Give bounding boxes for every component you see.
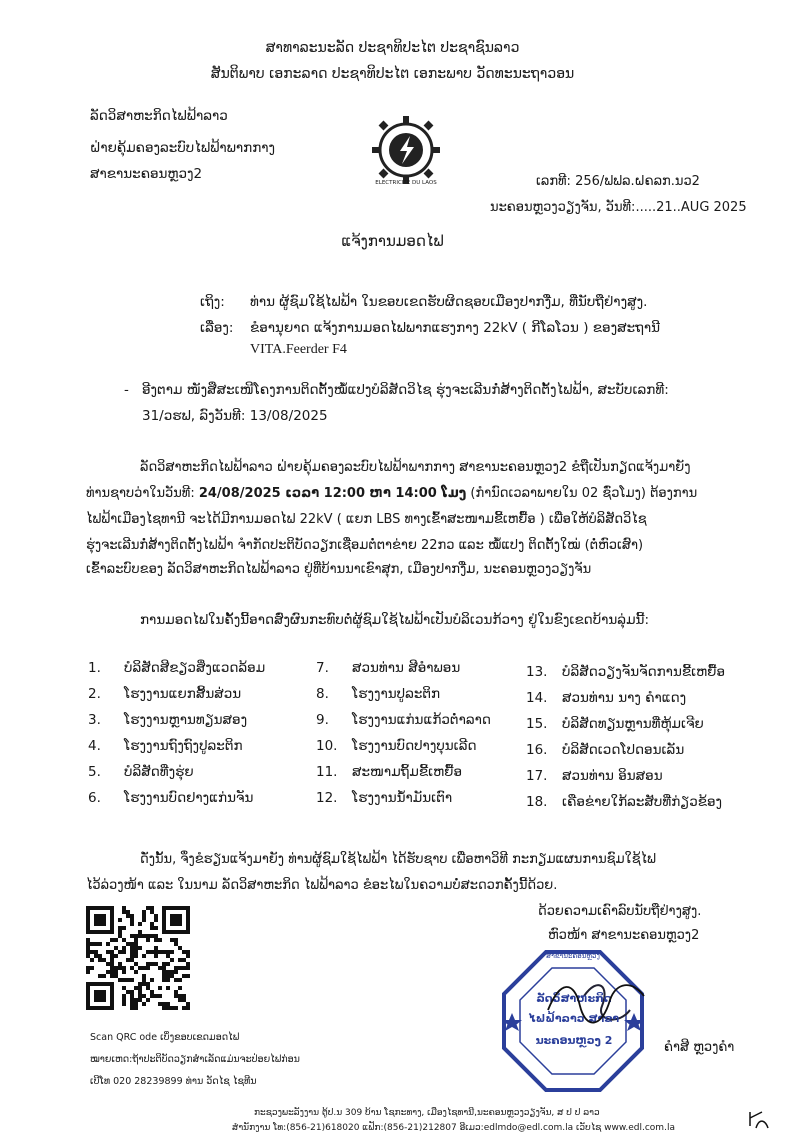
org-name-line3: ສາຂານະຄອນຫຼວງ2 — [90, 166, 203, 182]
body-line-3: ໄຟຟ້າເມືອງໄຊທານີ ຈະໄດ້ມີການມອດໄຟ 22kV ( ແຍກ LBS ທາງເຂົ້າສະໜາມຂີ້ເຫຍື້ອ ) ເພື່ອໃຫ້ບໍລິສັດວິໄຊ — [86, 512, 647, 527]
reference-bullet: - — [124, 382, 129, 398]
subject-text-2: VITA.Feerder F4 — [250, 342, 347, 357]
qr-caption-1: Scan QRC ode ເບິ່ງຂອບເຂດມອດໄຟ — [90, 1032, 240, 1043]
list-item: 11. ສະໜາມຖິ້ມຂີ້ເຫຍື້ອ — [316, 764, 463, 780]
footer-line-1: ກະຊວງພະລັງງານ ຕູ້ປ.ນ 309 ບ້ານ ໂຊກະທາງ, ເມືອງໄຊທານີ,ນະຄອນຫຼວງວຽງຈັນ, ສ ປ ປ ລາວ — [254, 1108, 600, 1118]
subject-text: ຂໍອານຸຍາດ ແຈ້ງການມອດໄຟພາກແຮງກາງ 22kV ( ກີໂລໂວນ ) ຂອງສະຖານີ — [250, 320, 660, 336]
qr-caption-2: ໝາຍເຫດ:ຖ້າປະຕິບັດວຽກສຳເລັດແມ່ນຈະປ່ອຍໄຟກ່ອນ — [90, 1054, 300, 1065]
respect-line: ດ້ວຍຄວາມເຄົາລົບນັບຖືຢ່າງສູງ. — [538, 904, 702, 919]
reference-number: ເລກທີ: 256/ຟຟລ.ຝຄລກ.ນວ2 — [536, 174, 700, 189]
footer-line-2: ສຳນັກງານ ໂທ:(856-21)618020 ແຟັກ:(856-21)212807 ອີເມວ:edlmdo@edl.com.la ເວັບໄຊ www.edl.com.la — [232, 1123, 675, 1133]
body-line-1: ລັດວິສາຫະກິດໄຟຟ້າລາວ ຝ່າຍຄຸ້ມຄອງລະບົບໄຟຟ້າພາກກາງ ສາຂານະຄອນຫຼວງ2 ຂໍຖືເປັນກຽດແຈ້ງມາຍັງ — [140, 460, 691, 475]
stamp-line-1: ລັດວິສາຫະກິດ — [536, 992, 612, 1005]
document-date: ນະຄອນຫຼວງວຽງຈັນ, ວັນທີ:.....21..AUG 2025 — [490, 200, 747, 215]
list-item: 14. ສວນທ່ານ ນາງ ຄຳແດງ — [526, 690, 687, 706]
list-item: 1. ບໍລິສັດສີຂຽວສິ່ງແວດລ້ອມ — [88, 660, 266, 676]
outage-time: 24/08/2025 ເວລາ 12:00 ຫາ 14:00 ໂມງ — [198, 486, 467, 501]
signatory-position: ຫົວໜ້າ ສາຂານະຄອນຫຼວງ2 — [548, 928, 700, 943]
reference-text-2: 31/ວຮຟ, ລົງວັນທີ: 13/08/2025 — [142, 408, 328, 424]
list-item: 7. ສວນທ່ານ ສີອຳພອນ — [316, 660, 461, 676]
list-item: 13. ບໍລິສັດວຽງຈັນຈັດການຂີ້ເຫຍື້ອ — [526, 664, 726, 680]
edl-logo-icon — [370, 112, 442, 188]
list-item: 16. ບໍລິສັດເວດໂປດອນເລັນ — [526, 742, 685, 758]
list-item: 4. ໂຮງງານຖົງຖົງປູລະຕິກ — [88, 738, 243, 754]
qr-code[interactable] — [86, 906, 190, 1010]
qr-code-icon — [86, 906, 190, 1010]
stamp-ring-text: ສາຂານະຄອນຫຼວງ — [546, 952, 600, 960]
body-line-2a: ທ່ານຊາບວ່າໃນວັນທີ: — [86, 486, 199, 501]
closing-line-2: ໄວ້ລ່ວງໜ້າ ແລະ ໃນນາມ ລັດວິສາຫະກິດ ໄຟຟ້າລາວ ຂໍອະໄພໃນຄວາມບໍ່ສະດວກຄັ້ງນີ້ດ້ວຍ. — [86, 878, 558, 893]
list-item: 9. ໂຮງງານແກ່ນແກ້ວຕໍ່າລາດ — [316, 712, 491, 728]
list-item: 6. ໂຮງງານບົດຢາງແກ່ນຈັນ — [88, 790, 254, 806]
list-item: 2. ໂຮງງານແຍກສິ້ນສ່ວນ — [88, 686, 242, 702]
signature — [540, 970, 650, 1040]
org-name-line2: ຝ່າຍຄຸ້ມຄອງລະບົບໄຟຟ້າພາກກາງ — [90, 140, 276, 156]
list-item: 18. ເຄືອຂ່າຍໃກ້ລະສັບທີ່ກ່ຽວຂ້ອງ — [526, 794, 723, 810]
stamp-line-2: ໄຟຟ້າລາວ ສາຂາ — [528, 1012, 620, 1025]
list-item: 17. ສວນທ່ານ ອິນສອນ — [526, 768, 663, 784]
list-item: 3. ໂຮງງານຫຼານທຽນສອງ — [88, 712, 248, 728]
affected-intro: ການມອດໄຟໃນຄັ້ງນີ້ອາດສົ່ງຜົນກະທົບຕໍ່ຜູ້ຊົມໃຊ້ໄຟຟ້າເປັນບໍລິເວນກ້ວາງ ຢູ່ໃນຂົງເຂດບ້ານລຸ່ມນີ້: — [140, 612, 649, 628]
reference-text: ອີງຕາມ ໜັງສືສະເໜີໂຄງການຕິດຕັ້ງໝໍ້ແປງບໍລິສັດວິໄຊ ຮຸ່ງຈະເລີນກໍ່ສ້າງຕິດຕັ້ງໄຟຟ້າ, ສະບັບເລກທີ: — [142, 382, 669, 398]
document-title: ແຈ້ງການມອດໄຟ — [341, 232, 444, 250]
national-header-line1: ສາທາລະນະລັດ ປະຊາທິປະໄຕ ປະຊາຊົນລາວ — [265, 40, 520, 56]
org-name-line1: ລັດວິສາຫະກິດໄຟຟ້າລາວ — [90, 108, 228, 124]
to-label: ເຖິງ: — [200, 294, 225, 310]
list-item: 12. ໂຮງງານນ້ຳມັນເຕົາ — [316, 790, 453, 806]
subject-label: ເລື່ອງ: — [200, 320, 234, 336]
list-item: 10. ໂຮງງານບົດປາງບຸນເລີດ — [316, 738, 477, 754]
body-line-2 — [86, 486, 697, 501]
national-header-line2: ສັນຕິພາບ ເອກະລາດ ປະຊາທິປະໄຕ ເອກະພາບ ວັດທະນະຖາວອນ — [210, 66, 575, 82]
body-line-2c: (ກຳນົດເວລາພາຍໃນ 02 ຊົ່ວໂມງ) ຕ້ອງການ — [466, 486, 698, 501]
list-item: 8. ໂຮງງານປູລະຕິກ — [316, 686, 441, 702]
list-item: 15. ບໍລິສັດທຽນຫຼານທີ່ຫຸ້ມເຈີຍ — [526, 716, 704, 732]
list-item: 5. ບໍລິສັດທີ່ງຮຸ່ຍ — [88, 764, 194, 780]
initial-mark — [744, 1106, 772, 1134]
body-line-4: ຮຸ່ງຈະເລີນກໍ່ສ້າງຕິດຕັ້ງໄຟຟ້າ ຈຳກັດປະຕິບັດວຽກເຊື່ອມຕໍ່ຕາຂ່າຍ 22ກວ ແລະ ໝໍ້ແປງ ຕິດຕັ້ງໃໝ່ (ຕໍ່ຫົວເສົາ) — [86, 538, 644, 553]
signatory-name: ຄຳສີ ຫຼວງຄຳ — [664, 1040, 735, 1055]
qr-caption-3: ເບີໂທ 020 28239899 ທ່ານ ວັດໄຊ ໄຊທີນ — [90, 1076, 257, 1087]
to-text: ທ່ານ ຜູ້ຊົມໃຊ້ໄຟຟ້າ ໃນຂອບເຂດຮັບຜິດຊອບເມືອງປາກງື່ມ, ທີ່ນັບຖືຢ່າງສູງ. — [250, 294, 648, 310]
stamp-line-3: ນະຄອນຫຼວງ 2 — [535, 1034, 613, 1047]
body-line-5: ເຂົ້າລະບົບຂອງ ລັດວິສາຫະກິດໄຟຟ້າລາວ ຢູ່ທີ່ບ້ານນາເຂົາສຸກ, ເມືອງປາກງື່ມ, ນະຄອນຫຼວງວຽງຈັນ — [86, 562, 592, 577]
closing-line-1: ດັ່ງນັ້ນ, ຈຶ່ງຂໍຮຽນແຈ້ງມາຍັງ ທ່ານຜູ້ຊົມໃຊ້ໄຟຟ້າ ໄດ້ຮັບຊາບ ເພື່ອຫາວິທີ ກະກຽມແຜນການຊົມໃຊ້ໄຟ — [140, 852, 656, 867]
logo-bottom-text: ELECTRICITE DU LAOS — [375, 180, 437, 186]
